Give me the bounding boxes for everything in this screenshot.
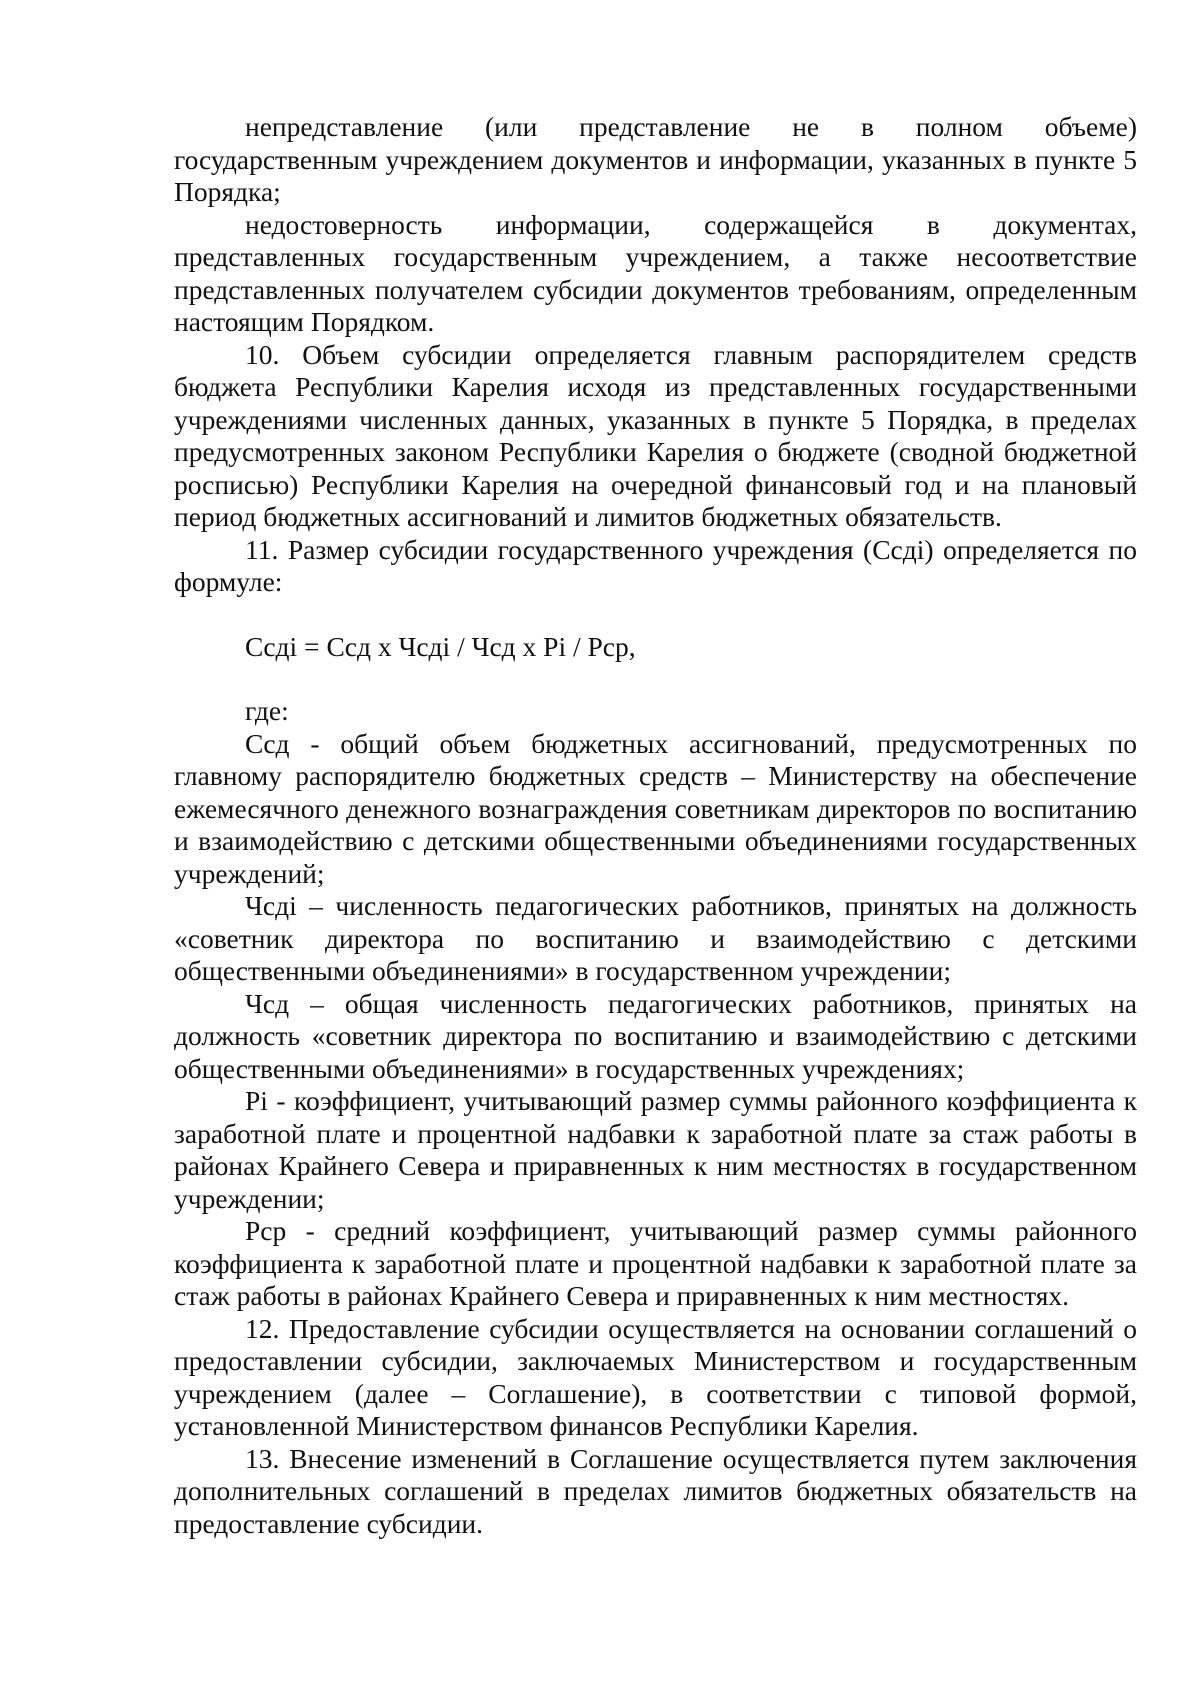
definition-pcp: Pcp - средний коэффициент, учитывающий размер суммы районного коэффициента к заработной плате и процентной надбавки к заработной плате за стаж работы в районах Крайнего Севера и приравненных к ним местностях. <box>174 1215 1137 1311</box>
paragraph-unreliability: недостоверность информации, содержащейся в документах, представленных государственным учреждением, а также несоответствие представленных получателем субсидии документов требованиям, определенным настоящим Порядком. <box>174 208 1137 337</box>
paragraph-13-amendments: 13. Внесение изменений в Соглашение осуществляется путем заключения дополнительных соглашений в пределах лимитов бюджетных обязательств на предоставление субсидии. <box>174 1442 1137 1539</box>
where-label: где: <box>245 695 289 726</box>
definition-pi: Pi - коэффициент, учитывающий размер суммы районного коэффициента к заработной плате и процентной надбавки к заработной плате за стаж работы в районах Крайнего Севера и приравненных к ним местностях в государственном учреждении; <box>174 1085 1137 1214</box>
paragraph-nonsubmission: непредставление (или представление не в полном объеме) государственным учреждением документов и информации, указанных в пункте 5 Порядка; <box>174 111 1137 207</box>
definition-chcd: Чcд – общая численность педагогических работников, принятых на должность «советник директора по воспитанию и взаимодействию с детскими общественными объединениями» в государственных учреждениях; <box>174 987 1137 1084</box>
paragraph-10-subsidy-volume: 10. Объем субсидии определяется главным распорядителем средств бюджета Республики Карелия исходя из представленных государственными учреждениями численных данных, указанных в пункте 5 Порядка, в пределах предусмотренных законом Республики Карелия о бюджете (сводной бюджетной росписью) Республики Карелия на очередной финансовый год и на плановый период бюджетных ассигнований и лимитов бюджетных обязательств. <box>174 338 1137 532</box>
definition-ccd: Ccд - общий объем бюджетных ассигнований, предусмотренных по главному распорядителю бюджетных средств – Министерству на обеспечение ежемесячного денежного вознаграждения советникам директоров по воспитанию и взаимодействию с детскими общественными объединениями государственных учреждений; <box>174 727 1137 889</box>
subsidy-formula: Ccдi = Ccд x Чcдi / Чcд x Pi / Pcp, <box>245 630 636 662</box>
paragraph-11-subsidy-size: 11. Размер субсидии государственного учреждения (Ccдi) определяется по формуле: <box>174 533 1137 597</box>
document-page <box>174 111 1137 1540</box>
definition-chcdi: Чcдi – численность педагогических работников, принятых на должность «советник директора по воспитанию и взаимодействию с детскими общественными объединениями» в государственном учреждении; <box>174 890 1137 986</box>
paragraph-12-agreement: 12. Предоставление субсидии осуществляется на основании соглашений о предоставлении субсидии, заключаемых Министерством и государственным учреждением (далее – Соглашение), в соответствии с типовой формой, установленной Министерством финансов Республики Карелия. <box>174 1312 1137 1441</box>
